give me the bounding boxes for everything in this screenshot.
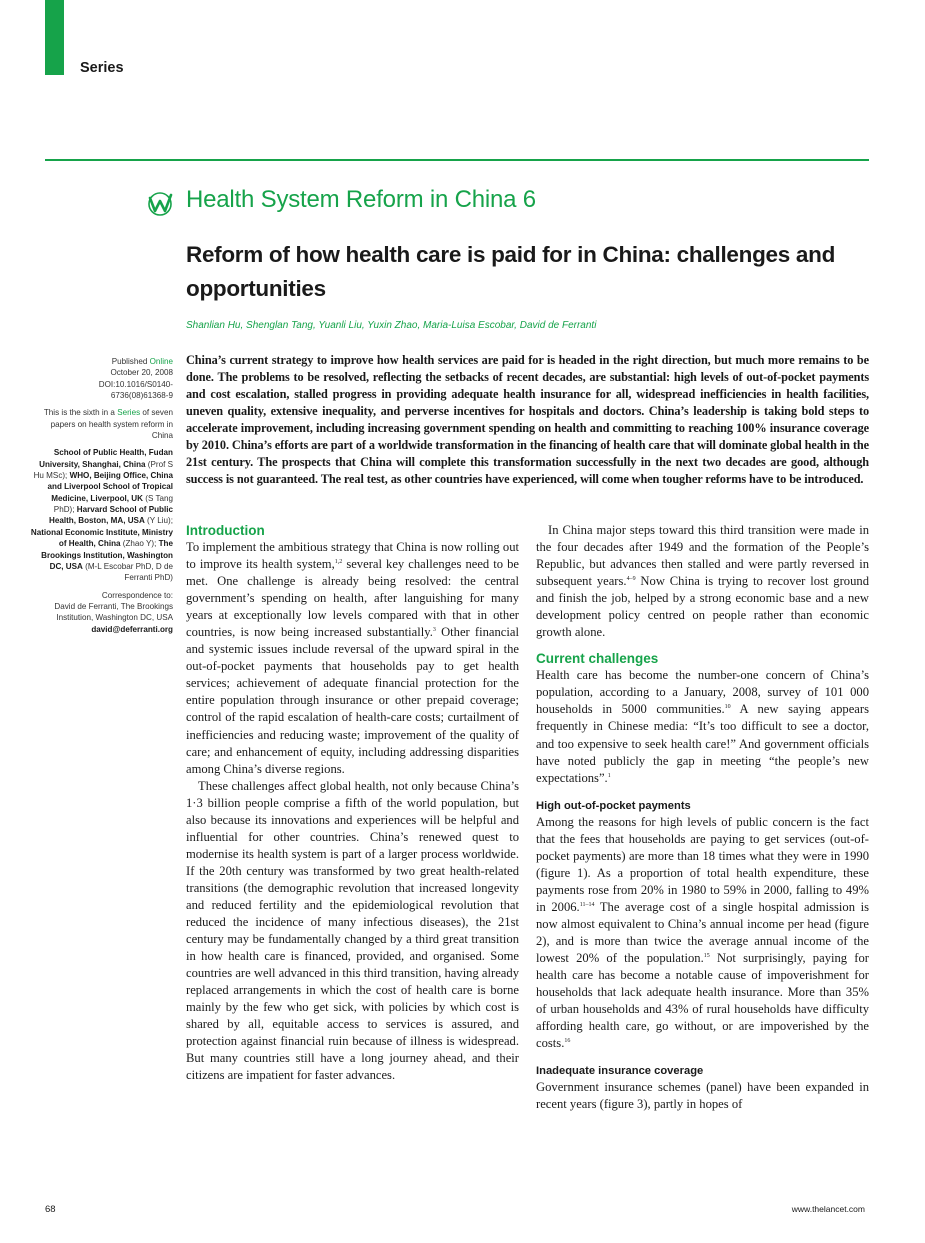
spacer <box>536 641 869 650</box>
series-link[interactable]: Series <box>117 408 141 418</box>
heading-current-challenges: Current challenges <box>536 651 659 667</box>
paragraph: Among the reasons for high levels of public concern is the fact that the fees that households are paying to get services (out-of-pocket payments) are more than 18 times what they were in 1990 (figure 1). As a proportion of total health expenditure, these payments rose from 20% in 1980 to 59% in 2000, falling to 49% in 2006.$^{11-14}$ The average cost of a single hospital admission is now almost equivalent to China’s annual income per head (figure 2), and is more than twice the average annual income of the lowest 20% of the population.$^{15}$ Not surprisingly, paying for health care has become a notable cause of impoverishment for households that lack adequate health insurance. More than 35% of urban households and 43% of rural households have difficulty affording health care, go without, or are impoverished by the costs.$^{16}$ <box>536 814 870 1051</box>
spacer <box>536 1052 869 1063</box>
paragraph: These challenges affect global health, not only because China’s 1·3 billion people comprise a fifth of the world population, but also because its innovations and experiences will be helpful and influential for other countries. China’s renewed quest to modernise its health system is part of a larger process worldwide. If the 20th century was transformed by two great health-related transitions (the demographic revolution that increased longevity and reduced fertility and the epidemiological revolution that reduced the incidence of many infectious diseases), the 21st century may be fundamentally changed by a third great transition in how health care is financed, provided, and organised. Some countries are well advanced in this third transition, having already replaced arrangements in which the cost of health care is borne mainly by the few who get sick, with policies by which cost is shared by all, equitable access to services is assured, and protection against financial ruin because of illness is widespread. But many countries still have a long journey ahead, and their citizens are impatient for faster advances. <box>186 778 519 1083</box>
lancet-w-icon <box>147 191 173 217</box>
online-link[interactable]: Online <box>149 357 173 366</box>
article-title: Reform of how health care is paid for in China: challenges and opportunities <box>186 242 836 301</box>
abstract: China’s current strategy to improve how health services are paid for is headed in the right direction, but much more remains to be done. The problems to be resolved, reflecting the setbacks of recent decades, are substantial: high levels of out-of-pocket payments and cost escalation, stalled progress in providing adequate health insurance for all, widespread inefficiencies in health facilities, uneven quality, extensive inequality, and perverse incentives for hospitals and doctors. China’s leadership is taking bold steps to accelerate improvement, including increasing government spending on health and committing to reaching 100% insurance coverage by 2010. China’s efforts are part of a worldwide transformation in the financing of health care that will dominate global health in the 21st century. The prospects that China will complete this transformation successfully in the next two decades are good, although success is not guaranteed. The real test, as other countries have experienced, will come when tougher reforms have to be introduced. <box>186 353 869 487</box>
series-note: This is the sixth in a Series of seven papers on health system reform in China <box>43 408 173 441</box>
spacer <box>536 787 869 798</box>
affiliations: School of Public Health, Fudan University, Shanghai, China (Prof S Hu MSc); WHO, Beijing Office, China and Liverpool School of Tropical Medicine, Liverpool, UK (S Tang PhD); Harvard School of Public Health, Boston, MA, USA (Y Liu); National Economic Institute, Ministry of Health, China (Zhao Y); The Brookings Institution, Washington DC, USA (M-L Escobar PhD, D de Ferranti PhD) <box>30 448 173 583</box>
heading-introduction: Introduction <box>186 523 265 538</box>
doi: DOI:10.1016/S0140- <box>98 379 173 389</box>
sidebar <box>30 356 173 641</box>
heading-insurance: Inadequate insurance coverage <box>536 1065 704 1078</box>
paragraph: Health care has become the number-one concern of China’s population, according to a January, 2008, survey of 101 000 households in 5000 communities.$^{10}$ A new saying appears frequently in Chinese media: “It’s too difficult to see a doctor, and too expensive to seek health care!” And government officials have noted publicly the gap in meeting “the people’s new expectations”.$^1$ <box>536 668 869 785</box>
series-title: Health System Reform in China 6 <box>186 186 536 213</box>
paragraph: Government insurance schemes (panel) have been expanded in recent years (figure 3), partly in hopes of <box>536 1080 869 1112</box>
paragraph: In China major steps toward this third transition were made in the four decades after 1949 and the formation of the People’s Republic, but advances then stalled and were partly reversed in subsequent years.$^{4-9}$ Now China is trying to recover lost ground and finish the job, helped by a strong economic base and a new development policy centred on people rather than economic growth alone. <box>536 523 869 640</box>
publication-info: Published Online October 20, 2008 DOI:10.1016/S0140- 6736(08)61368-9 <box>98 357 173 401</box>
body-column-left <box>186 522 519 1085</box>
section-label: Series <box>80 60 124 76</box>
paragraph: To implement the ambitious strategy that China is now rolling out to improve its health system,$^{1,2}$ several key challenges need to be met. One challenge is already being resolved: the central government’s spending on health, after languishing for many years at exceptionally low levels compared with that in other countries, is now being increased substantially.$^3$ Other financial and systemic issues include reversal of the upward spiral in the out-of-pocket payments that households pay to get health services; achievement of adequate financial protection for the entire population through insurance or other prepaid coverage; control of the rapid escalation of health-care costs; curtailment of inefficiencies and reducing waste; improvement of the quality of care; and enhancement of equity, including addressing disparities among China’s diverse regions. <box>186 540 519 776</box>
author-list: Shanlian Hu, Shenglan Tang, Yuanli Liu, Yuxin Zhao, Maria-Luisa Escobar, David de Ferranti <box>186 320 597 331</box>
header-rule <box>45 159 869 161</box>
doi-suffix: 6736(08)61368-9 <box>110 391 173 401</box>
series-color-bar <box>45 0 64 75</box>
body-column-right <box>536 522 869 1113</box>
website-link[interactable]: www.thelancet.com <box>791 1204 865 1214</box>
heading-out-of-pocket: High out-of-pocket payments <box>536 799 691 812</box>
page-number: 68 <box>45 1204 56 1215</box>
correspondence: Correspondence to: David de Ferranti, The Brookings Institution, Washington DC, USA david@deferranti.org <box>54 590 173 634</box>
email-link[interactable]: david@deferranti.org <box>91 624 173 634</box>
